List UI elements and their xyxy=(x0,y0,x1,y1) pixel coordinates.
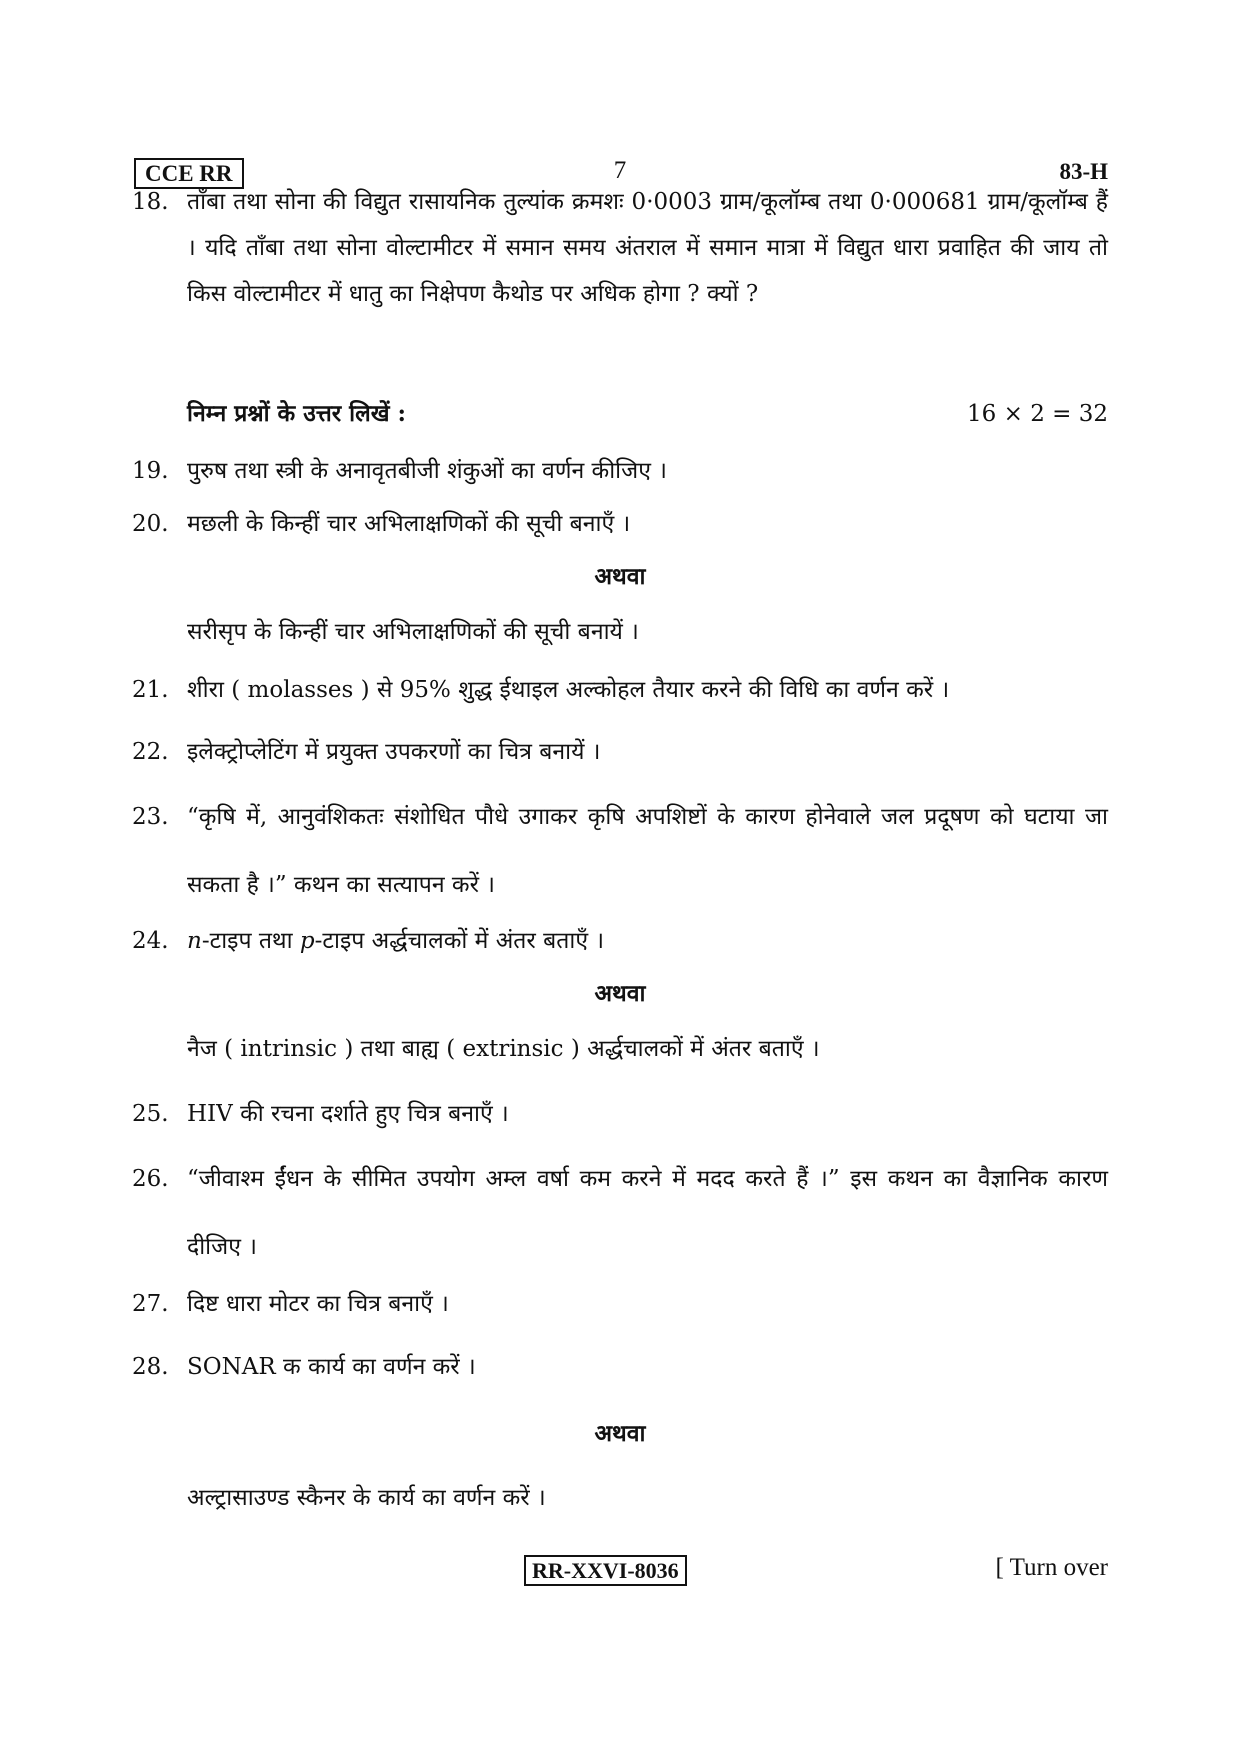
question-23 xyxy=(132,794,1108,919)
question-22 xyxy=(132,729,1108,775)
or-label: अथवा xyxy=(594,980,646,1007)
exam-code-box: CCE RR xyxy=(134,158,244,189)
question-text: “जीवाश्म ईंधन के सीमित उपयोग अम्ल वर्षा कम करने में मदद करते हैं ।” इस कथन का वैज्ञानिक कारण दीजिए । xyxy=(187,1166,1108,1260)
alternative-question: सरीसृप के किन्हीं चार अभिलाक्षणिकों की सूची बनायें । xyxy=(187,619,639,645)
p-type-symbol: p xyxy=(299,928,315,954)
question-27 xyxy=(132,1281,1108,1327)
question-number: 28. xyxy=(132,1354,169,1380)
question-text: HIV की रचना दर्शाते हुए चित्र बनाएँ । xyxy=(187,1101,509,1127)
question-25 xyxy=(132,1091,1108,1137)
section-instruction xyxy=(187,394,1108,434)
n-type-symbol: n xyxy=(187,928,202,954)
question-text-part: -टाइप तथा xyxy=(201,928,300,954)
paper-code: 83-H xyxy=(1059,159,1108,184)
question-text: ताँबा तथा सोना की विद्युत रासायनिक तुल्यांक क्रमशः 0·0003 ग्राम/कूलॉम्ब तथा 0·000681 ग्राम/कूलॉम्ब हैं । यदि ताँबा तथा सोना वोल्टामीटर में समान समय अंतराल में समान मात्रा में विद्युत धारा प्रवाहित की जाय तो किस वोल्टामीटर में धातु का निक्षेपण कैथोड पर अधिक होगा ? क्यों ? xyxy=(187,189,1108,307)
booklet-code-box: RR-XXVI-8036 xyxy=(524,1555,687,1586)
question-text xyxy=(187,918,1108,964)
instruction-label: निम्न प्रश्नों के उत्तर लिखें : xyxy=(187,400,407,427)
question-24 xyxy=(132,918,1108,964)
question-number: 20. xyxy=(132,511,169,537)
question-number: 23. xyxy=(132,804,169,830)
question-20 xyxy=(132,501,1108,547)
question-21 xyxy=(132,667,1108,713)
question-19 xyxy=(132,448,1108,494)
or-label: अथवा xyxy=(594,1420,646,1447)
alternative-question: अल्ट्रासाउण्ड स्कैनर के कार्य का वर्णन करें । xyxy=(187,1485,546,1511)
question-number: 18. xyxy=(132,189,169,215)
question-number: 21. xyxy=(132,677,169,703)
alternative-question: नैज ( intrinsic ) तथा बाह्य ( extrinsic ) अर्द्धचालकों में अंतर बताएँ । xyxy=(187,1036,820,1062)
question-26 xyxy=(132,1156,1108,1281)
question-text: शीरा ( molasses ) से 95% शुद्ध ईथाइल अल्कोहल तैयार करने की विधि का वर्णन करें । xyxy=(187,677,950,703)
question-28 xyxy=(132,1344,1108,1390)
question-text: पुरुष तथा स्त्री के अनावृतबीजी शंकुओं का वर्णन कीजिए । xyxy=(187,458,667,484)
question-text: “कृषि में, आनुवंशिकतः संशोधित पौधे उगाकर कृषि अपशिष्टों के कारण होनेवाले जल प्रदूषण को घटाया जा सकता है ।” कथन का सत्यापन करें । xyxy=(187,804,1108,898)
page-number: 7 xyxy=(613,157,627,184)
question-number: 26. xyxy=(132,1166,169,1192)
question-text-part: -टाइप अर्द्धचालकों में अंतर बताएँ । xyxy=(314,928,605,954)
question-text: इलेक्ट्रोप्लेटिंग में प्रयुक्त उपकरणों का चित्र बनायें । xyxy=(187,739,601,765)
question-text: दिष्ट धारा मोटर का चित्र बनाएँ । xyxy=(187,1291,449,1317)
question-number: 27. xyxy=(132,1291,169,1317)
question-text: मछली के किन्हीं चार अभिलाक्षणिकों की सूची बनाएँ । xyxy=(187,511,631,537)
question-number: 24. xyxy=(132,928,169,954)
marks-scheme: 16 × 2 = 32 xyxy=(967,401,1108,427)
question-number: 19. xyxy=(132,458,169,484)
question-number: 22. xyxy=(132,739,169,765)
question-text: SONAR क कार्य का वर्णन करें । xyxy=(187,1354,476,1380)
question-18 xyxy=(132,179,1108,317)
or-label: अथवा xyxy=(594,563,646,590)
turn-over-note: [ Turn over xyxy=(995,1554,1108,1581)
question-number: 25. xyxy=(132,1101,169,1127)
